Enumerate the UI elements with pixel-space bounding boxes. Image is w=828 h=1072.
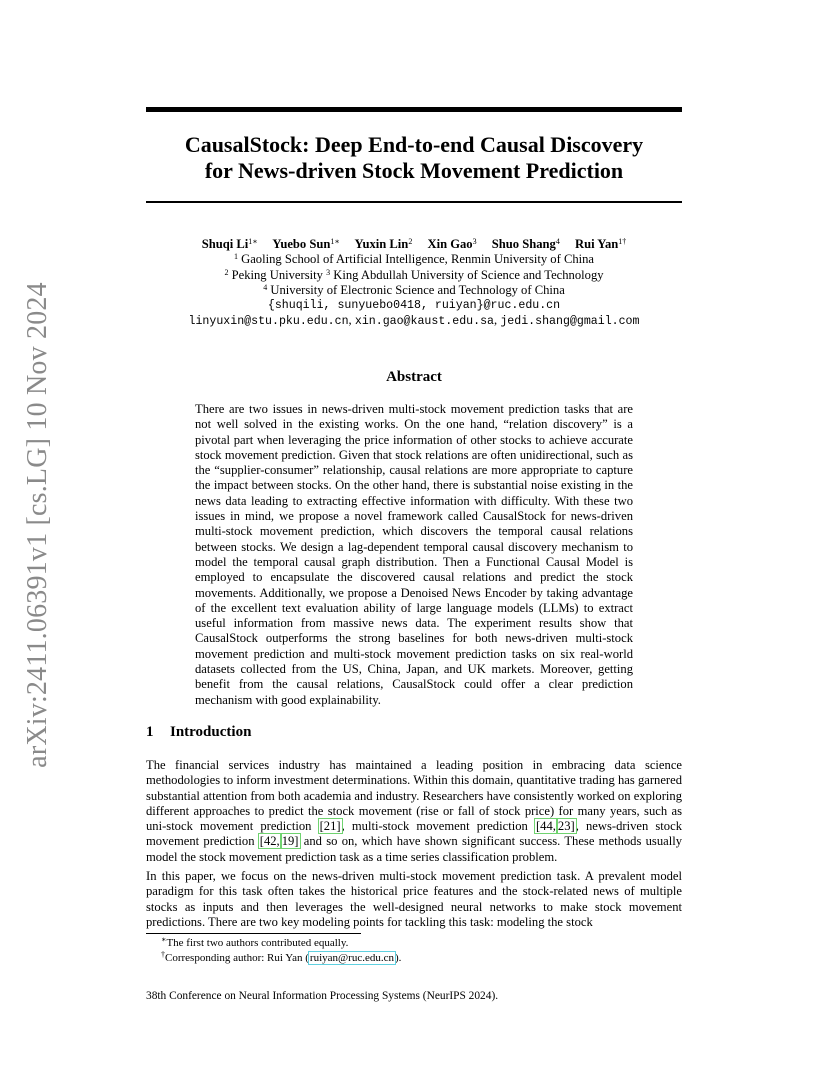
conference-footer: 38th Conference on Neural Information Processing Systems (NeurIPS 2024). — [146, 990, 499, 1002]
citation-link[interactable]: 19] — [281, 834, 299, 849]
author-affil-mark: 1† — [618, 237, 627, 246]
email-separator: , — [494, 313, 498, 328]
affil-mark: 2 — [224, 267, 229, 277]
footnote-mark: ∗ — [161, 935, 167, 944]
abstract-heading: Abstract — [386, 369, 442, 385]
footnote-rule — [146, 933, 361, 934]
intro-paragraph-2: In this paper, we focus on the news-driven multi-stock movement prediction task. A prevalent model paradigm for this task often takes the historical price features and the stock-related news of multiple stocks as inputs and then leverages the well-designed neural networks to make stock movement predictions. There are two key modeling points for tackling this task: modeling the stock — [146, 869, 682, 929]
author-affil-mark: 4 — [555, 237, 560, 246]
affil-text: King Abdullah University of Science and Technology — [333, 267, 604, 282]
author-name: Yuxin Lin — [354, 237, 409, 251]
citation-link[interactable]: [42, — [259, 834, 280, 849]
author-name: Shuo Shang — [491, 237, 556, 251]
section-title: Introduction — [170, 724, 252, 740]
author-name: Xin Gao — [427, 237, 473, 251]
title-bottom-rule — [146, 201, 682, 203]
affil-mark: 3 — [326, 267, 331, 277]
author-affil-mark: 2 — [408, 237, 413, 246]
email-line-1: {shuqili, sunyuebo0418, ruiyan}@ruc.edu.cn — [267, 299, 561, 313]
paragraph-text: , multi-stock movement prediction — [341, 819, 535, 834]
author-name: Yuebo Sun — [272, 237, 331, 251]
email: xin.gao@kaust.edu.sa — [354, 315, 495, 329]
author-names — [146, 237, 682, 252]
paragraph-text: , news-driven stock movement prediction — [146, 819, 682, 849]
author-affil-mark: 3 — [472, 237, 477, 246]
paragraph-text: and so on, which have shown significant success. These methods usually model the stock movement prediction task as a time series classification problem. — [146, 834, 683, 864]
title-line-1: CausalStock: Deep End-to-end Causal Discovery — [184, 132, 644, 157]
title-top-rule — [146, 107, 682, 112]
affil-text: Peking University — [231, 267, 323, 282]
citation-link[interactable]: [44, — [535, 819, 556, 834]
affiliation-2-3 — [146, 268, 682, 283]
email-line-2 — [146, 313, 682, 329]
author-block — [146, 237, 682, 330]
paper-title — [146, 132, 682, 184]
footnote-text: Corresponding author: Rui Yan ( — [165, 952, 309, 964]
email-separator: , — [348, 313, 352, 328]
arxiv-identifier-text: arXiv:2411.06391v1 [cs.LG] 10 Nov 2024 — [22, 282, 53, 768]
email-link[interactable]: ruiyan@ruc.edu.cn — [309, 952, 394, 964]
section-heading — [146, 724, 251, 741]
affil-mark: 4 — [263, 282, 268, 292]
affiliation-4 — [146, 283, 682, 298]
paragraph-text: The financial services industry has maintained a leading position in embracing data science methodologies to inform investment determinations. Within this domain, quantitative trading has garnered substantial attention from both academia and industry. Researchers have consistently worked on exploring different approaches to predict the stock movement (rise or fall of stock price) for many years, such as uni-stock movement prediction — [146, 758, 682, 834]
author-affil-mark: 1∗ — [330, 237, 340, 246]
affil-text: Gaoling School of Artificial Intelligence, Renmin University of China — [241, 252, 595, 267]
author-affil-mark: 1∗ — [248, 237, 258, 246]
citation-link[interactable]: [21] — [319, 819, 341, 834]
footnote-text: ). — [394, 952, 402, 964]
affiliation-1 — [146, 252, 682, 267]
email: jedi.shang@gmail.com — [500, 315, 640, 329]
footnote-text: The first two authors contributed equally. — [166, 937, 349, 949]
citation-link[interactable]: 23] — [557, 819, 575, 834]
email: linyuxin@stu.pku.edu.cn — [188, 315, 349, 329]
affil-mark: 1 — [233, 252, 238, 262]
footnote-2 — [146, 951, 682, 966]
footnote-mark: † — [161, 950, 165, 959]
abstract-body: There are two issues in news-driven multi-stock movement prediction tasks that are not well solved in the existing works. On the one hand, “relation discovery” is a pivotal part when leveraging the price information of other stocks to achieve accurate stock movement prediction. Given that stock relations are often unidirectional, such as the “supplier-consumer” relationship, causal relations are more appropriate to capture the impact between stocks. On the other hand, there is substantial noise existing in the news data leading to extracting effective information with difficulty. With these two issues in mind, we propose a novel framework called CausalStock for news-driven multi-stock movement prediction, which discovers the temporal causal relations between stocks. We design a lag-dependent temporal causal discovery mechanism to model the temporal causal graph distribution. Then a Functional Causal Model is employed to encapsulate the discovered causal relations and predict the stock movements. Additionally, we propose a Denoised News Encoder by taking advantage of the excellent text evaluation ability of large language models (LLMs) to extract useful information from massive news data. The experiment results show that CausalStock outperforms the strong baselines for both news-driven multi-stock movement prediction and multi-stock movement prediction tasks on six real-world datasets collected from the US, China, Japan, and UK markets. Moreover, getting benefit from the causal relations, CausalStock could offer a clear prediction mechanism with good explainability. — [195, 402, 633, 707]
author-name: Rui Yan — [575, 237, 619, 251]
section-number: 1 — [146, 724, 154, 740]
affil-text: University of Electronic Science and Technology of China — [270, 282, 565, 297]
author-name: Shuqi Li — [201, 237, 249, 251]
title-line-2: for News-driven Stock Movement Prediction — [204, 158, 624, 183]
footnote-1 — [146, 936, 682, 951]
intro-paragraph-1 — [146, 758, 682, 865]
arxiv-identifier — [22, 282, 54, 768]
footnotes — [146, 936, 682, 966]
